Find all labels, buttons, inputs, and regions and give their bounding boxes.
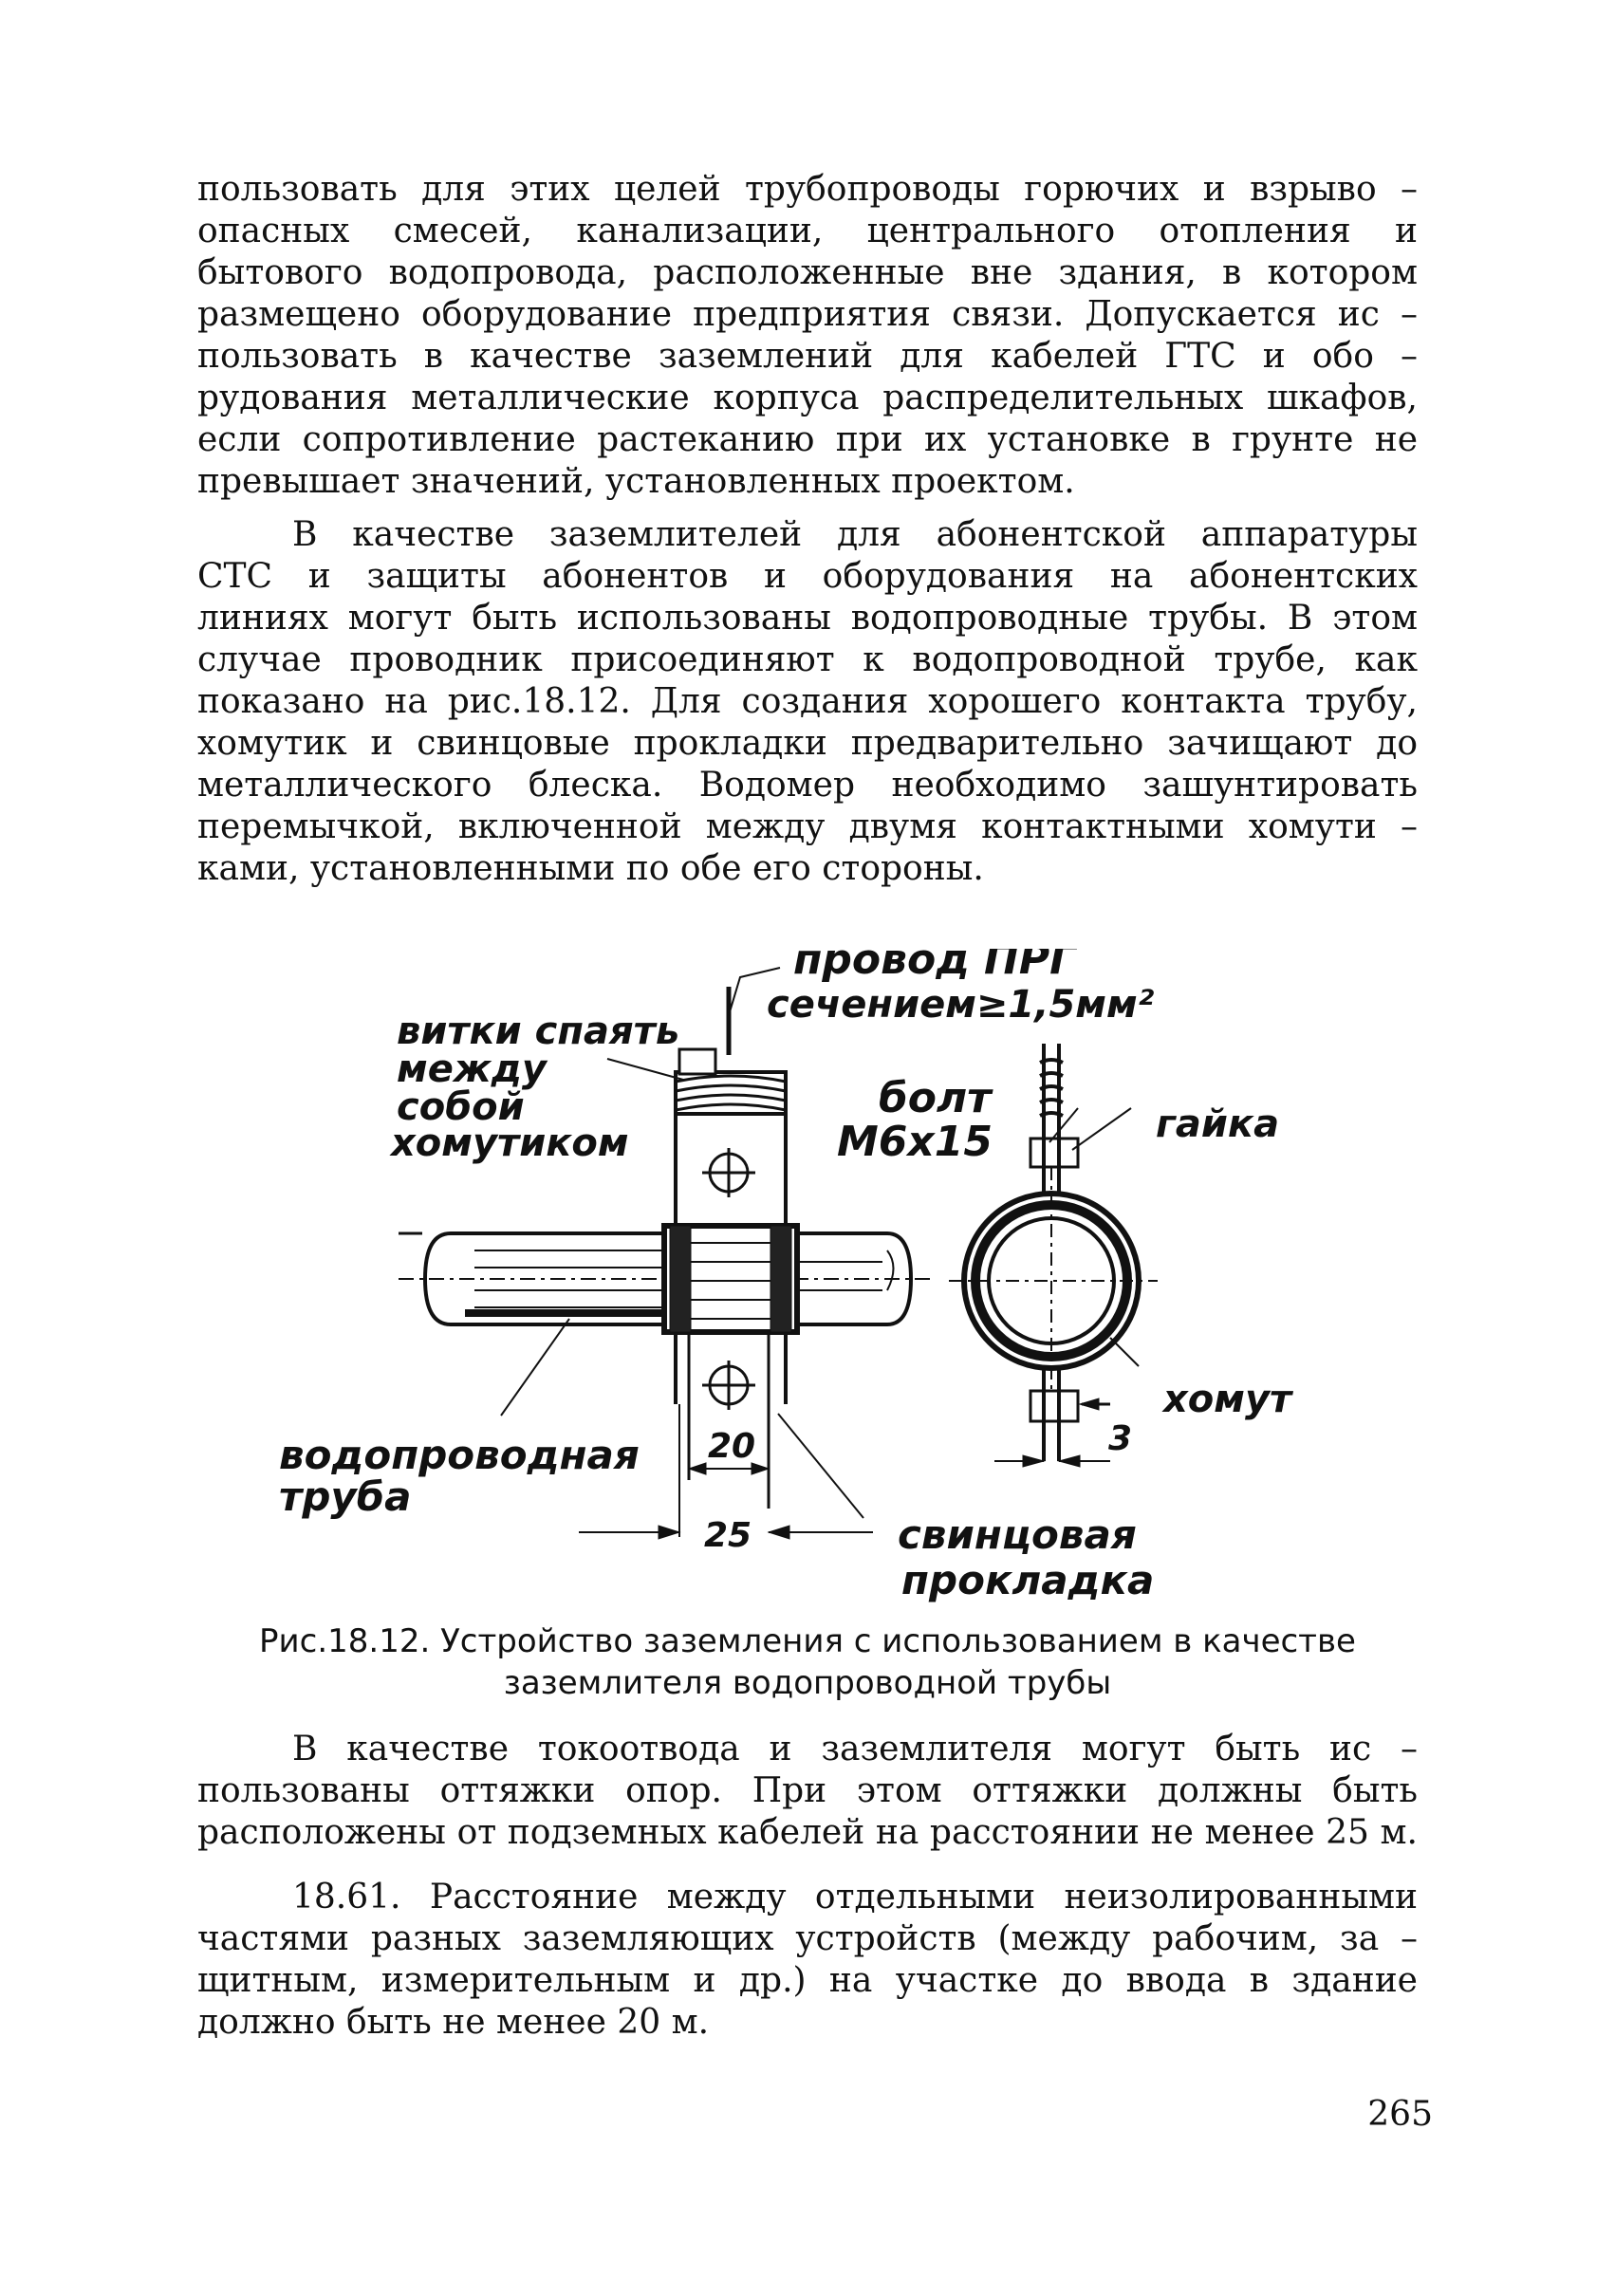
text-line: СТС и защиты абонентов и оборудования на абонентских <box>197 557 1418 596</box>
text-line: щитным, измерительным и др.) на участке до ввода в здание <box>197 1961 1418 2000</box>
text-line: пользовать для этих целей трубопроводы горючих и взрыво – <box>197 170 1418 209</box>
text-line: 18.61. Расстояние между отдельными неизолированными <box>292 1878 1418 1916</box>
text-line: если сопротивление растеканию при их установке в грунте не <box>197 420 1418 459</box>
text-line: должно быть не менее 20 м. <box>197 2003 710 2042</box>
text-line: случае проводник присоединяют к водопроводной трубе, как <box>197 640 1418 679</box>
label-coils-line2: между <box>397 1047 548 1091</box>
text-line: показано на рис.18.12. Для создания хорошего контакта трубу, <box>197 682 1418 721</box>
text-line: превышает значений, установленных проектом. <box>197 462 1075 501</box>
text-line: опасных смесей, канализации, центрального отопления и <box>197 212 1418 250</box>
dimension-20: 20 <box>708 1427 756 1466</box>
label-wire-line1: провод ПРГ <box>793 949 1077 984</box>
figure-18-12 <box>256 949 1328 1613</box>
label-lead-line2: прокладка <box>901 1557 1155 1603</box>
label-clamp: хомут <box>1163 1378 1292 1421</box>
text-line: металлического блеска. Водомер необходимо зашунтировать <box>197 766 1418 805</box>
text-line: частями разных заземляющих устройств (между рабочим, за – <box>197 1919 1418 1958</box>
text-line: хомутик и свинцовые прокладки предварительно зачищают до <box>197 724 1418 763</box>
page-number: 265 <box>1367 2095 1433 2134</box>
figure-caption-line2: заземлителя водопроводной трубы <box>503 1664 1112 1702</box>
label-nut: гайка <box>1156 1102 1280 1146</box>
text-line: бытового водопровода, расположенные вне здания, в котором <box>197 253 1418 292</box>
label-lead-line1: свинцовая <box>898 1511 1137 1558</box>
clamp-band <box>664 1226 797 1332</box>
text-line: линиях могут быть использованы водопроводные трубы. В этом <box>197 599 1418 638</box>
label-pipe-line1: водопроводная <box>279 1432 640 1478</box>
text-line: В качестве токоотвода и заземлителя могут быть ис – <box>292 1730 1418 1768</box>
text-line: пользовать в качестве заземлений для кабелей ГТС и обо – <box>197 337 1418 376</box>
label-wire-line2: сечением≥1,5мм² <box>767 983 1155 1027</box>
text-line: пользованы оттяжки опор. При этом оттяжки должны быть <box>197 1771 1418 1810</box>
text-line: расположены от подземных кабелей на расстоянии не менее 25 м. <box>197 1813 1418 1852</box>
text-line: перемычкой, включенной между двумя контактными хомути – <box>197 807 1418 846</box>
label-coils-line1: витки спаять <box>397 1009 680 1053</box>
figure-caption-line1: Рис.18.12. Устройство заземления с использованием в качестве <box>259 1622 1356 1660</box>
dimension-3: 3 <box>1108 1419 1133 1458</box>
label-coils-line4: хомутиком <box>391 1121 629 1165</box>
text-line: В качестве заземлителей для абонентской аппаратуры <box>292 515 1418 554</box>
dimension-25: 25 <box>704 1516 752 1555</box>
text-line: рудования металлические корпуса распределительных шкафов, <box>197 379 1418 417</box>
label-coils-line3: собой <box>397 1085 525 1129</box>
label-bolt-line2: М6х15 <box>837 1118 993 1166</box>
grounding-diagram <box>256 949 1328 1613</box>
label-pipe-line2: труба <box>279 1473 412 1520</box>
text-line: ками, установленными по обе его стороны. <box>197 849 984 888</box>
text-line: размещено оборудование предприятия связи. Допускается ис – <box>197 295 1418 334</box>
label-bolt-line1: болт <box>879 1074 992 1122</box>
